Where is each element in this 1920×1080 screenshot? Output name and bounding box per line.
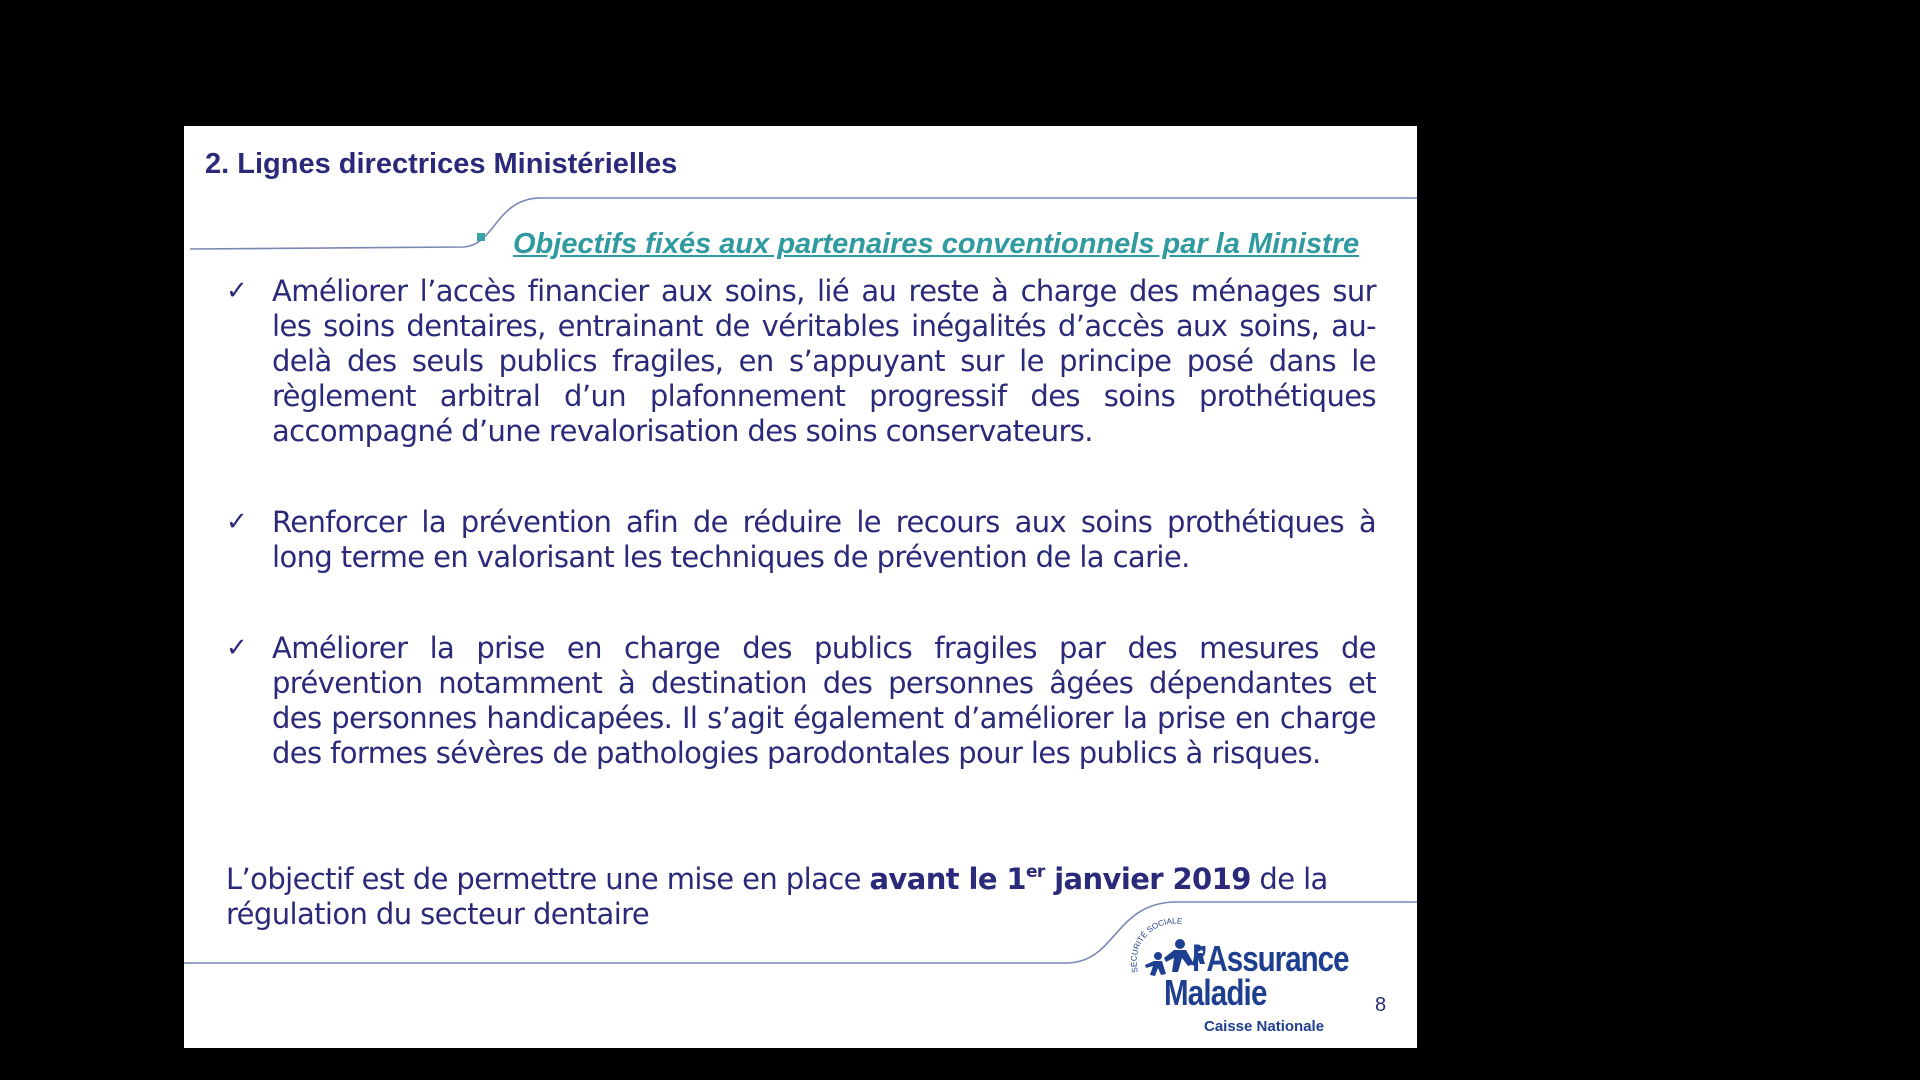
logo-line2: Maladie: [1164, 972, 1267, 1013]
slide-title: 2. Lignes directrices Ministérielles: [205, 148, 678, 180]
assurance-maladie-logo: [1114, 914, 1374, 1044]
logo-line1: l’Assurance: [1192, 938, 1349, 979]
logo-arc-text: SÉCURITÉ SOCIALE: [1129, 916, 1183, 974]
logo-line3: Caisse Nationale: [1204, 1018, 1325, 1035]
subtitle: [477, 228, 1359, 261]
page-number: 8: [1375, 994, 1387, 1016]
objective-item-2: [226, 505, 1376, 575]
objective-text: Renforcer la prévention afin de réduire le recours aux soins prothétiques à long terme en valorisant les techniques de prévention de la carie.: [272, 505, 1376, 574]
objective-item-1: [226, 274, 1376, 449]
subtitle-text: Objectifs fixés aux partenaires conventionnels par la Ministre: [513, 228, 1360, 260]
slide: [184, 126, 1417, 1048]
conclusion-after: de la régulation du secteur dentaire: [226, 862, 1328, 931]
checkmark-icon: ✓: [226, 633, 248, 663]
checkmark-icon: ✓: [226, 276, 248, 306]
square-bullet-icon: [477, 233, 485, 241]
checkmark-icon: ✓: [226, 507, 248, 537]
conclusion-deadline: avant le 1er janvier 2019: [869, 862, 1251, 896]
conclusion-before: L’objectif est de permettre une mise en place: [226, 862, 870, 896]
objective-text: Améliorer la prise en charge des publics fragiles par des mesures de prévention notamment à destination des personnes âgées dépendantes et des personnes handicapées. Il s’agit également d’améliorer la prise en charge des formes sévères de pathologies parodontales pour les publics à risques.: [272, 631, 1376, 770]
objective-text: Améliorer l’accès financier aux soins, lié au reste à charge des ménages sur les soins dentaires, entrainant de véritables inégalités d’accès aux soins, au-delà des seuls publics fragiles, en s’appuyant sur le principe posé dans le règlement arbitral d’un plafonnement progressif des soins prothétiques accompagné d’une revalorisation des soins conservateurs.: [272, 274, 1376, 448]
objective-item-3: [226, 631, 1376, 771]
